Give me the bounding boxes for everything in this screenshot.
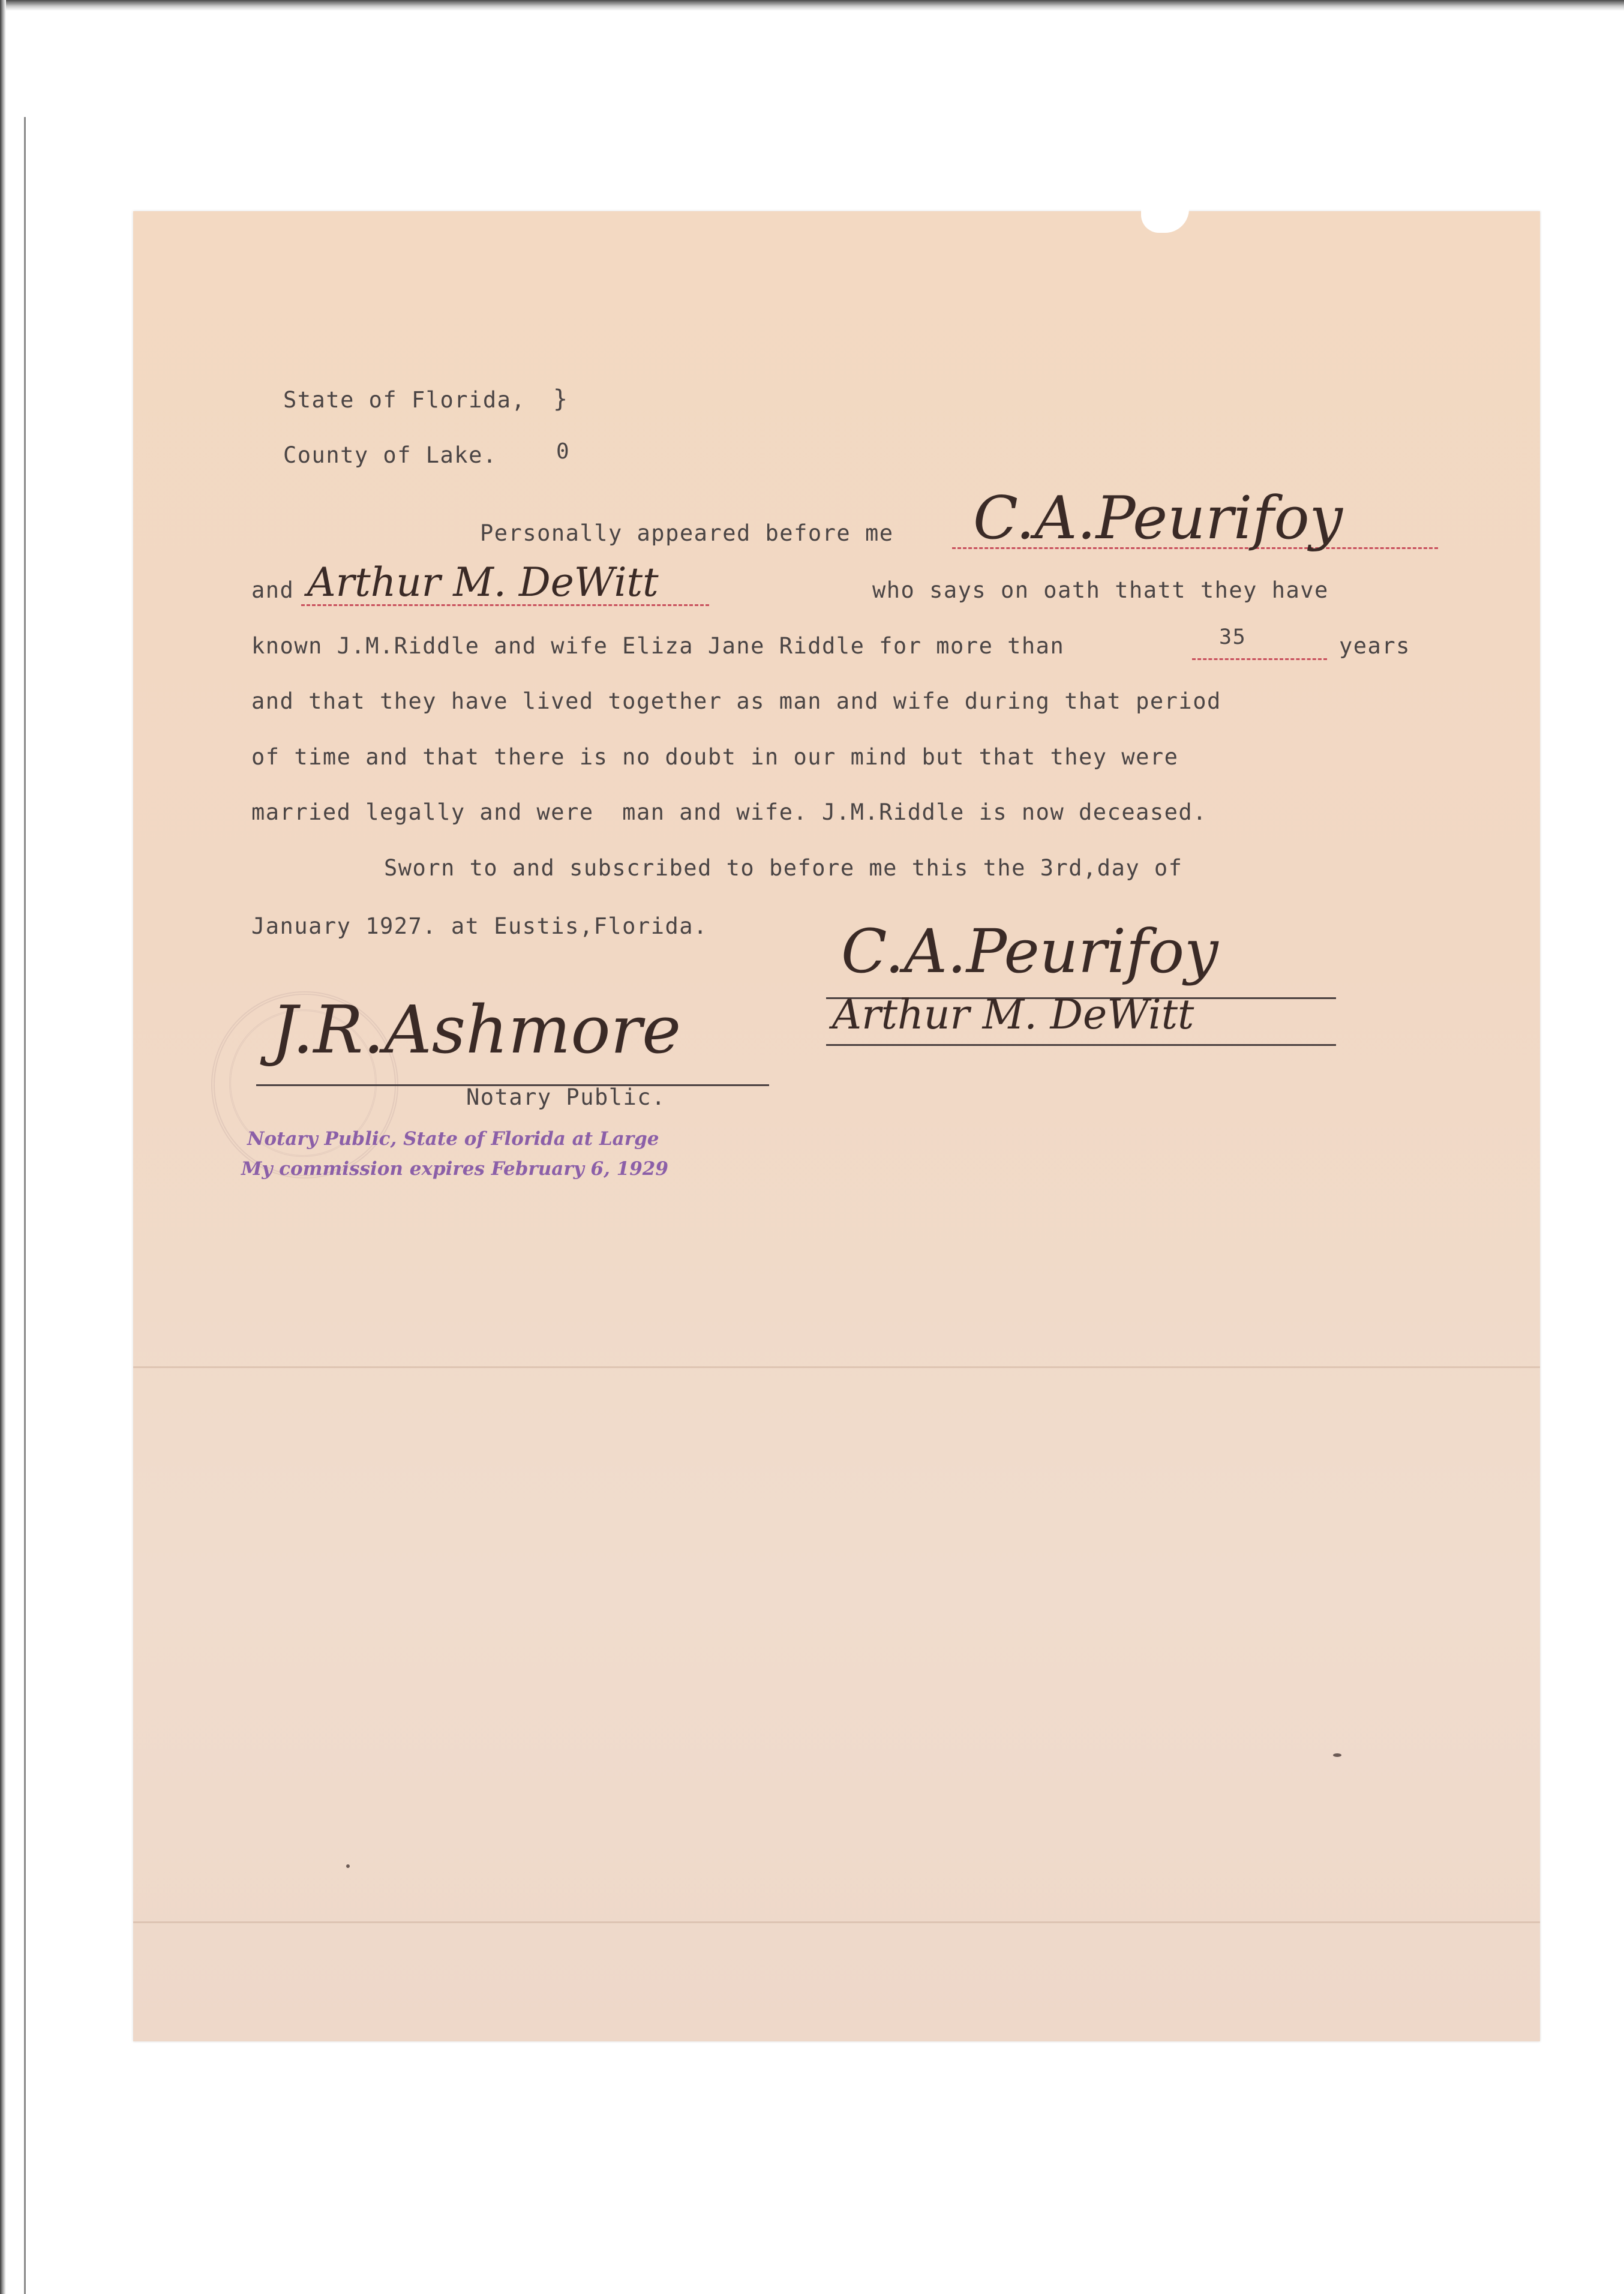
header-brace-lower: 0 [556, 439, 571, 464]
affiant1-name: C.A.Peurifoy [973, 484, 1343, 553]
paper-mark [346, 1864, 350, 1868]
scan-edge-top [0, 0, 1624, 11]
notary-signature: J.R.Ashmore [271, 991, 682, 1068]
affidavit-page [133, 211, 1540, 2041]
fold-line [133, 1366, 1540, 1368]
body-line-6: married legally and were man and wife. J.M.Riddle is now deceased. [251, 799, 1207, 825]
paper-mark [1333, 1753, 1341, 1757]
body-line-2-prefix: and [251, 577, 295, 603]
body-line-3: known J.M.Riddle and wife Eliza Jane Riddle for more than [251, 633, 1065, 659]
body-line-4: and that they have lived together as man and wife during that period [251, 688, 1221, 714]
notary-stamp-line-1: Notary Public, State of Florida at Large [247, 1128, 659, 1150]
notary-stamp-line-2: My commission expires February 6, 1929 [241, 1158, 668, 1180]
body-line-2-suffix: who says on oath thatt they have [872, 577, 1329, 603]
header-brace: } [553, 385, 569, 413]
body-line-5: of time and that there is no doubt in our mind but that they were [251, 744, 1179, 770]
paper-tear [1141, 209, 1189, 233]
years-value: 35 [1219, 625, 1247, 649]
body-line-8: January 1927. at Eustis,Florida. [251, 913, 708, 939]
notary-title: Notary Public. [466, 1084, 666, 1110]
fold-line [133, 1921, 1540, 1923]
affiant1-signature: C.A.Peurifoy [841, 916, 1218, 986]
affiant2-name: Arthur M. DeWitt [307, 559, 659, 605]
body-line-3-suffix: years [1339, 633, 1410, 659]
body-line-7: Sworn to and subscribed to before me this the 3rd,day of [384, 855, 1183, 881]
county-heading: County of Lake. [283, 442, 497, 468]
scan-edge-left [0, 0, 6, 2294]
body-line-1: Personally appeared before me [480, 520, 894, 546]
affiant2-signature: Arthur M. DeWitt [832, 991, 1194, 1039]
state-heading: State of Florida, [283, 387, 526, 413]
affiant2-signature-line [826, 1044, 1336, 1046]
years-blank [1192, 658, 1327, 660]
